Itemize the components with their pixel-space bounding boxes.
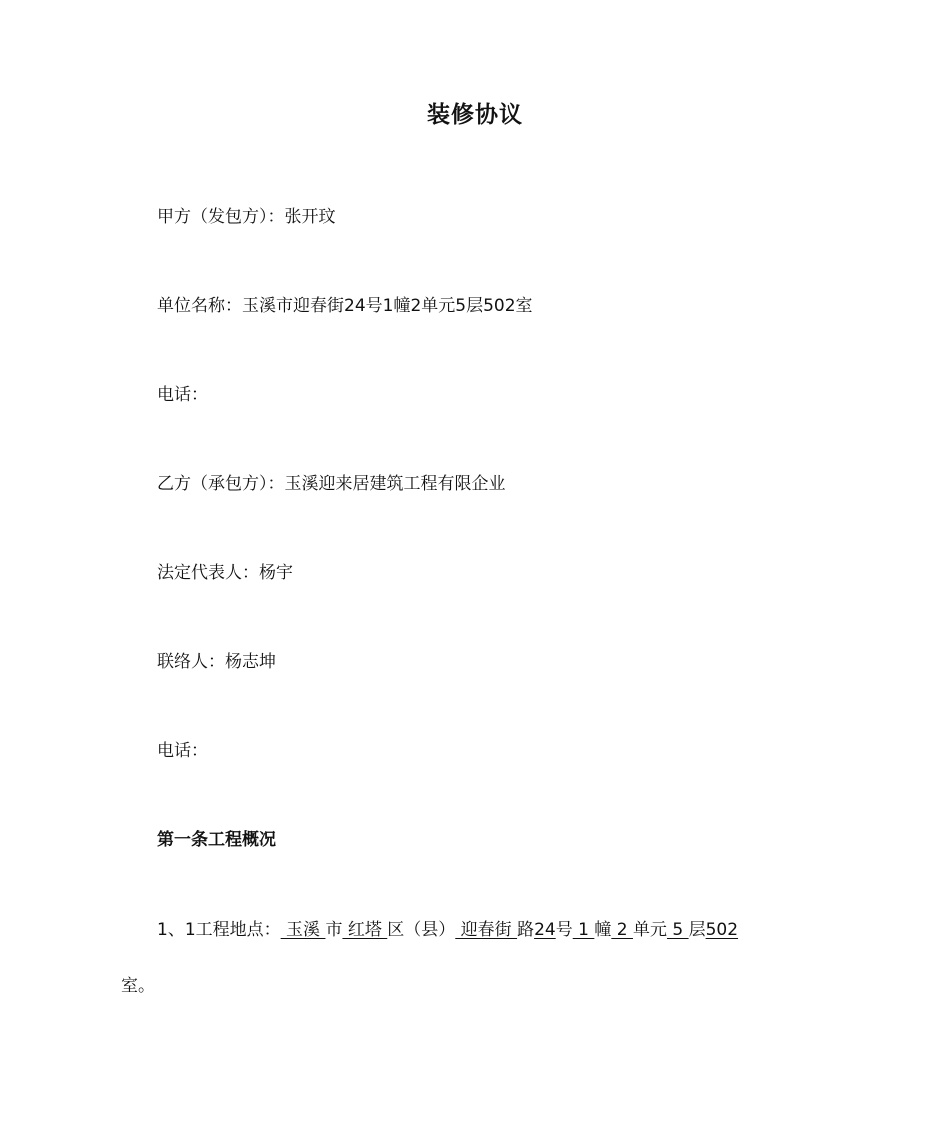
document-title: 装修协议: [427, 102, 523, 128]
location-floor-suffix: 层: [688, 920, 706, 940]
location-city-suffix: 市: [325, 920, 343, 940]
party-a-label: 甲方（发包方）：: [157, 207, 285, 227]
party-a-name: 张开玟: [284, 207, 336, 227]
phone-b-line: [157, 739, 208, 763]
legal-rep-name: 杨宇: [259, 563, 293, 583]
phone-b-label: 电话：: [157, 741, 208, 761]
location-floor: 5: [666, 920, 689, 940]
contact-label: 联络人：: [157, 652, 225, 672]
party-b-label: 乙方（承包方）：: [157, 474, 285, 494]
unit-line: [157, 294, 533, 318]
party-b-name: 玉溪迎来居建筑工程有限企业: [284, 474, 506, 494]
contact-name: 杨志坤: [225, 652, 276, 672]
location-building: 1: [572, 920, 595, 940]
unit-label: 单位名称：: [157, 296, 242, 316]
legal-rep-label: 法定代表人：: [157, 563, 259, 583]
location-road: 迎春街: [455, 920, 518, 940]
location-line-continued: [121, 974, 155, 998]
location-room-suffix: 室。: [121, 976, 155, 996]
location-number-suffix: 号: [555, 920, 573, 940]
legal-rep-line: [157, 561, 293, 585]
location-city: 玉溪: [280, 920, 326, 940]
location-prefix: 1、1工程地点：: [157, 920, 281, 940]
unit-value: 玉溪市迎春街24号1幢2单元5层502室: [242, 296, 533, 316]
phone-a-label: 电话：: [157, 385, 208, 405]
location-road-suffix: 路: [517, 920, 535, 940]
location-line: [157, 918, 738, 942]
location-room: 502: [705, 920, 739, 940]
location-number: 24: [534, 920, 556, 940]
location-district-suffix: 区（县）: [387, 920, 456, 940]
party-b-line: [157, 472, 506, 496]
location-unit-suffix: 单元: [632, 920, 667, 940]
location-unit: 2: [611, 920, 633, 940]
phone-a-line: [157, 383, 208, 407]
section-heading: 第一条工程概况: [157, 830, 276, 850]
party-a-line: [157, 205, 336, 229]
location-district: 红塔: [342, 920, 388, 940]
location-building-suffix: 幢: [594, 920, 612, 940]
contact-line: [157, 650, 276, 674]
